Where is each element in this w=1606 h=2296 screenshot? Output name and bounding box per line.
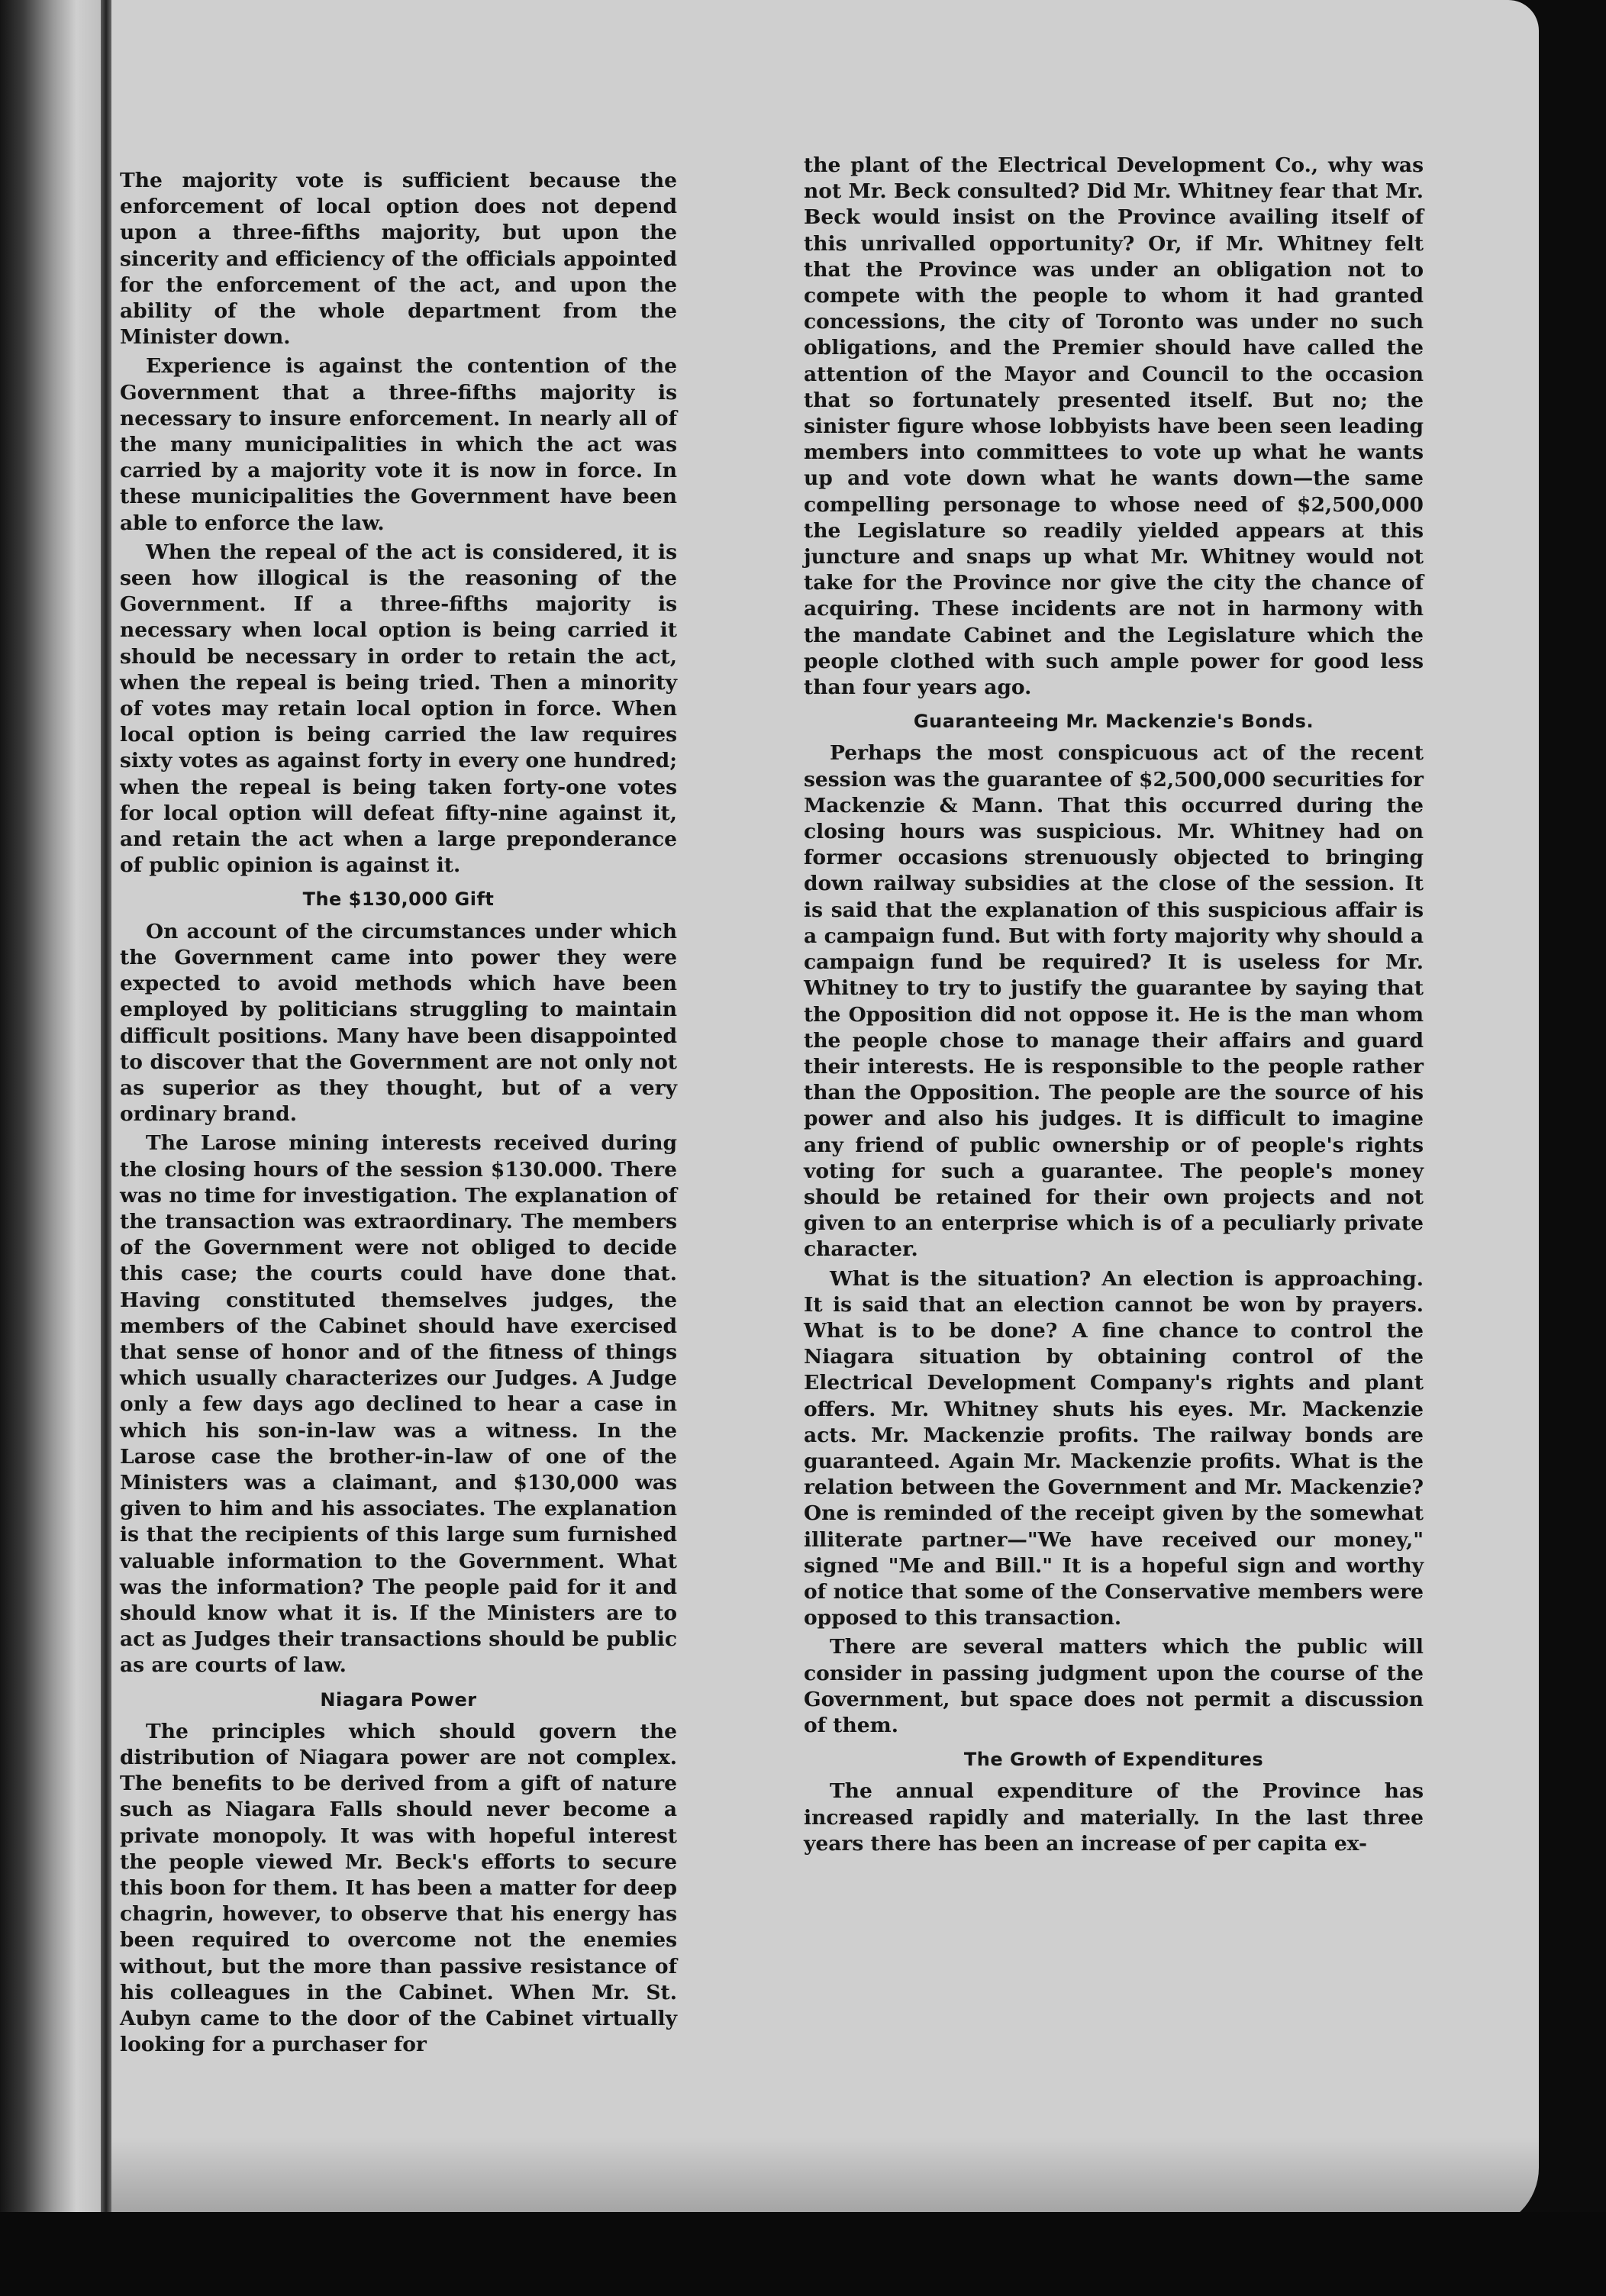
paragraph: When the repeal of the act is considered, it is seen how illogical is the reasoning of the Government. If a three-fifths majority is necessary when local option is being carried it should be necessary in order to retain the act, when the repeal is being tried. Then a minority of votes may retain local option in force. When local option is being carried the law requires sixty votes as against forty in every one hundred; when the repeal is being taken forty-one votes for local option will defeat fifty-nine against it, and retain the act when a large preponderance of public opinion is against it. (120, 540, 677, 878)
page-fold (101, 0, 111, 2296)
left-column (120, 168, 677, 2061)
section-heading: The Growth of Expenditures (963, 1749, 1264, 1771)
paragraph: Perhaps the most conspicuous act of the recent session was the guarantee of $2,500,000 securities for Mackenzie & Mann. That this occurred during the closing hours was suspicious. Mr. Whitney had on former occasions strenuously objected to bringing down railway subsidies at the close of the session. It is said that the explanation of this suspicious affair is a campaign fund. But with forty majority why should a campaign fund be required? It is useless for Mr. Whitney to try to justify the guarantee by saying that the Opposition did not oppose it. He is the man whom the people chose to manage their affairs and guard their interests. He is responsible to the people rather than the Opposition. The people are the source of his power and also his judges. It is difficult to imagine any friend of public ownership or of people's rights voting for such a guarantee. The people's money should be retained for their own projects and not given to an enterprise which is of a peculiarly private character. (804, 741, 1424, 1262)
paragraph: There are several matters which the public will consider in passing judgment upon the course of the Government, but space does not permit a discussion of them. (804, 1635, 1424, 1737)
paragraph: Experience is against the contention of the Government that a three-fifths majority is necessary to insure enforcement. In nearly all of the many municipalities in which the act was carried by a majority vote it is now in force. In these municipalities the Government have been able to enforce the law. (120, 354, 677, 535)
section-heading: Guaranteeing Mr. Mackenzie's Bonds. (913, 711, 1314, 733)
paragraph: The Larose mining interests received during the closing hours of the session $130.000. There was no time for investigation. The explanation of the transaction was extraordinary. The members of the Government were not obliged to decide this case; the courts could have done that. Having constituted themselves judges, the members of the Cabinet should have exercised that sense of honor and of the fitness of things which usually characterizes our Judges. A Judge only a few days ago declined to hear a case in which his son-in-law was a witness. In the Larose case the brother-in-law of one of the Ministers was a claimant, and $130,000 was given to him and his associates. The explanation is that the recipients of this large sum furnished valuable information to the Government. What was the information? The people paid for it and should know what it is. If the Ministers are to act as Judges their transactions should be public as are courts of law. (120, 1131, 677, 1678)
paragraph: On account of the circumstances under which the Government came into power they were expected to avoid methods which have been employed by politicians struggling to maintain difficult positions. Many have been disappointed to discover that the Government are not only not as superior as they thought, but of a very ordinary brand. (120, 919, 677, 1127)
right-column (804, 153, 1424, 1860)
paragraph: The majority vote is sufficient because the enforcement of local option does not depend upon a three-fifths majority, but upon the sincerity and efficiency of the officials appointed for the enforcement of the act, and upon the ability of the whole department from the Minister down. (120, 169, 677, 350)
section-heading: The $130,000 Gift (302, 888, 495, 911)
paragraph: The annual expenditure of the Province has increased rapidly and materially. In the last three years there has been an increase of per capita ex- (804, 1779, 1424, 1856)
section-heading: Niagara Power (320, 1688, 477, 1711)
paragraph: The principles which should govern the distribution of Niagara power are not complex. The benefits to be derived from a gift of nature such as Niagara Falls should never become a private monopoly. It was with hopeful interest the people viewed Mr. Beck's efforts to secure this boon for them. It has been a matter for deep chagrin, however, to observe that his energy has been required to overcome not the enemies without, but the more than passive resistance of his colleagues in the Cabinet. When Mr. St. Aubyn came to the door of the Cabinet virtually looking for a purchaser for (120, 1719, 677, 2057)
paragraph: What is the situation? An election is approaching. It is said that an election cannot be won by prayers. What is to be done? A fine chance to control the Niagara situation by obtaining control of the Electrical Development Company's rights and plant offers. Mr. Whitney shuts his eyes. Mr. Mackenzie acts. Mr. Mackenzie profits. The railway bonds are guaranteed. Again Mr. Mackenzie profits. What is the relation between the Government and Mr. Mackenzie? One is reminded of the receipt given by the somewhat illiterate partner—"We have received our money," signed "Me and Bill." It is a hopeful sign and worthy of notice that some of the Conservative members were opposed to this transaction. (804, 1266, 1424, 1630)
scan-bottom-edge (0, 2212, 1606, 2296)
paragraph: the plant of the Electrical Development Co., why was not Mr. Beck consulted? Did Mr. Whitney fear that Mr. Beck would insist on the Province availing itself of this unrivalled opportunity? Or, if Mr. Whitney felt that the Province was under an obligation not to compete with the people to whom it had granted concessions, the city of Toronto was under no such obligations, and the Premier should have called the attention of the Mayor and Council to the occasion that so fortunately presented itself. But no; the sinister figure whose lobbyists have been seen leading members into committees to vote up what he wants up and vote down what he wants down—the same compelling personage to whose need of $2,500,000 the Legislature so readily yielded appears at this juncture and snaps up what Mr. Whitney would not take for the Province nor give the city the chance of acquiring. These incidents are not in harmony with the mandate Cabinet and the Legislature which the people clothed with such ample power for good less than four years ago. (804, 153, 1424, 700)
scan-left-margin (0, 0, 103, 2296)
